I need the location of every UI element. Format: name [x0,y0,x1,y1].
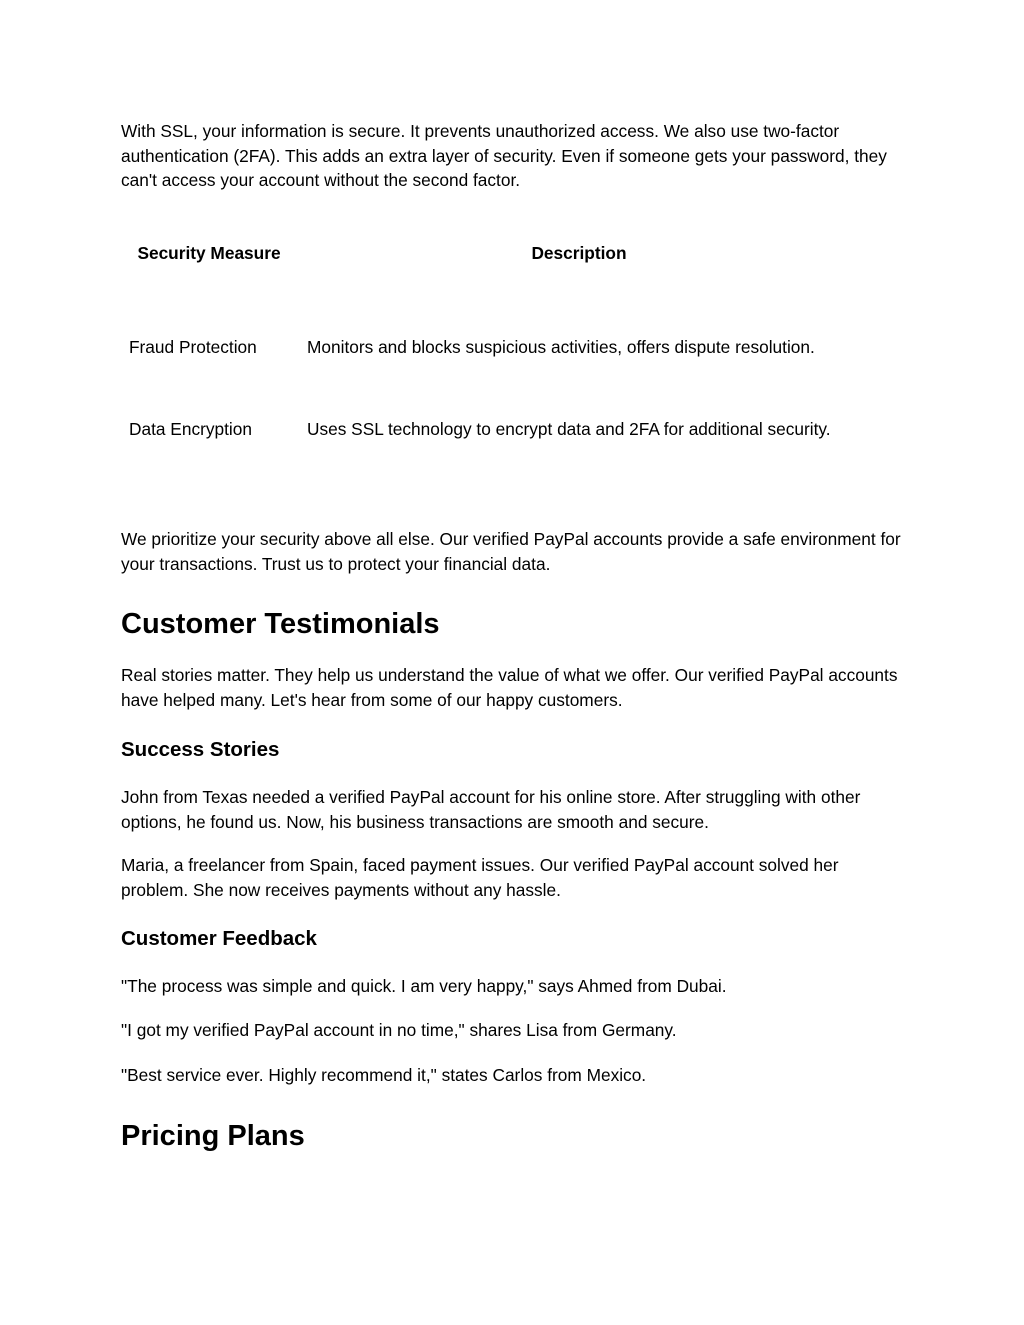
intro-paragraph: With SSL, your information is secure. It prevents unauthorized access. We also use two-factor authentication (2FA). This adds an extra layer of security. Even if someone gets your password, they can't access your account without the second factor. [121,121,887,190]
testimonials-heading: Customer Testimonials [121,608,440,640]
table-row [121,417,861,477]
table-header-row [121,241,861,335]
story-paragraph: Maria, a freelancer from Spain, faced payment issues. Our verified PayPal account solved her problem. She now receives payments without any hassle. [121,855,839,900]
header-security-measure: Security Measure [137,243,281,263]
feedback-quote: "The process was simple and quick. I am very happy," says Ahmed from Dubai. [121,976,727,996]
header-description: Description [531,243,627,263]
success-stories-heading: Success Stories [121,738,280,761]
table-row [121,335,861,417]
table-cell-measure: Data Encryption [129,419,252,439]
feedback-quote: "I got my verified PayPal account in no time," shares Lisa from Germany. [121,1020,677,1040]
table-cell-measure: Fraud Protection [129,337,257,357]
testimonials-intro: Real stories matter. They help us understand the value of what we offer. Our verified PayPal accounts have helped many. Let's hear from some of our happy customers. [121,665,898,710]
story-paragraph: John from Texas needed a verified PayPal account for his online store. After struggling with other options, he found us. Now, his business transactions are smooth and secure. [121,787,861,832]
table-cell-description: Uses SSL technology to encrypt data and 2FA for additional security. [307,419,831,439]
customer-feedback-heading: Customer Feedback [121,927,317,950]
pricing-plans-heading: Pricing Plans [121,1120,305,1152]
priority-paragraph: We prioritize your security above all else. Our verified PayPal accounts provide a safe environment for your transactions. Trust us to protect your financial data. [121,529,901,574]
table-cell-description: Monitors and blocks suspicious activities, offers dispute resolution. [307,337,815,357]
feedback-quote: "Best service ever. Highly recommend it," states Carlos from Mexico. [121,1065,647,1085]
security-table [121,241,861,477]
